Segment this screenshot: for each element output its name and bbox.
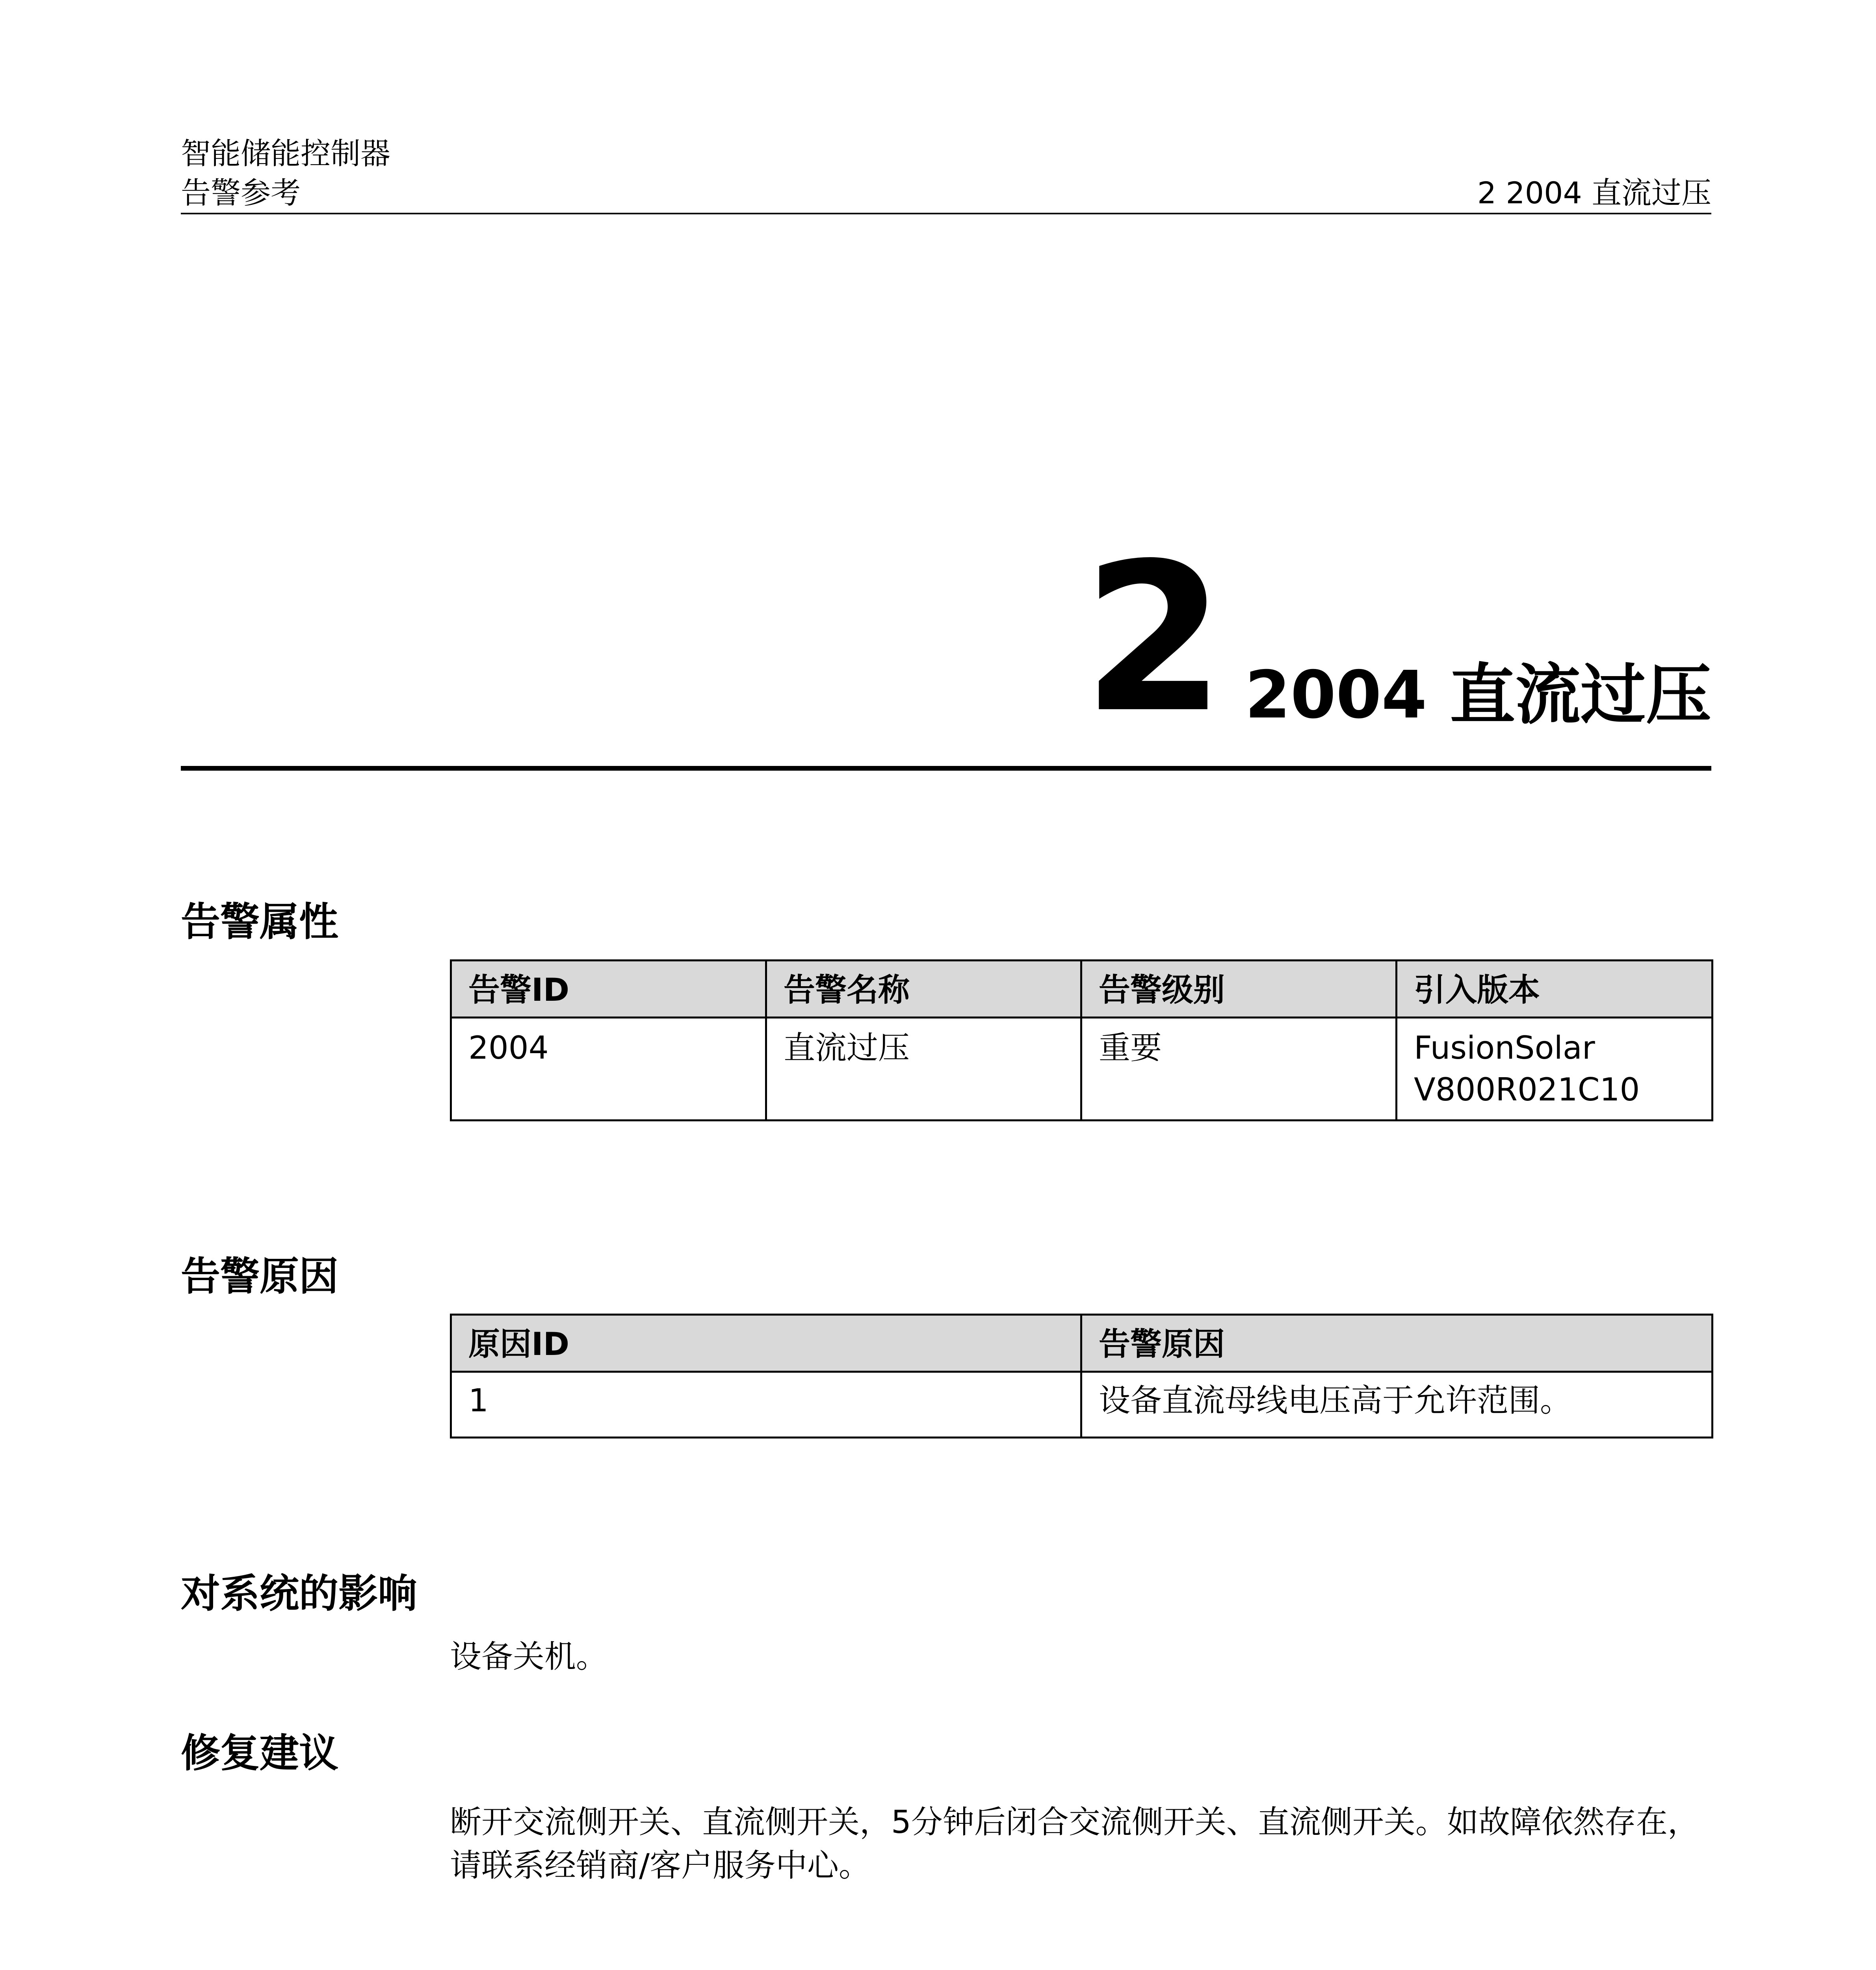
chapter-divider	[181, 766, 1711, 771]
header-divider	[181, 213, 1711, 214]
table-header-row	[451, 961, 1713, 1018]
section-heading-attributes: 告警属性	[181, 899, 338, 945]
column-header-cause-id: 原因ID	[451, 1315, 1081, 1372]
version-product: FusionSolar	[1414, 1030, 1595, 1066]
column-header-introduced-version: 引入版本	[1397, 961, 1713, 1018]
column-header-cause: 告警原因	[1081, 1315, 1713, 1372]
section-heading-suggestion: 修复建议	[181, 1730, 338, 1776]
table-row	[451, 1018, 1713, 1121]
table-row	[451, 1372, 1713, 1438]
section-heading-causes: 告警原因	[181, 1253, 338, 1299]
chapter-number: 2	[1083, 519, 1225, 758]
section-heading-impact: 对系统的影响	[181, 1570, 417, 1617]
cell-cause-id: 1	[451, 1372, 1081, 1438]
cell-alarm-name: 直流过压	[766, 1018, 1081, 1121]
header-chapter-reference: 2 2004 直流过压	[1477, 175, 1711, 210]
impact-text: 设备关机。	[450, 1638, 607, 1675]
cell-alarm-level: 重要	[1081, 1018, 1397, 1121]
cell-alarm-id: 2004	[451, 1018, 766, 1121]
alarm-attributes-table	[450, 959, 1713, 1121]
column-header-alarm-name: 告警名称	[766, 961, 1081, 1018]
table-header-row	[451, 1315, 1713, 1372]
suggestion-text: 断开交流侧开关、直流侧开关，5分钟后闭合交流侧开关、直流侧开关。如故障依然存在，请联系经销商/客户服务中心。	[450, 1804, 1699, 1884]
cell-cause-text: 设备直流母线电压高于允许范围。	[1081, 1372, 1713, 1438]
alarm-causes-table	[450, 1314, 1713, 1438]
header-product-name: 智能储能控制器	[181, 136, 390, 171]
column-header-alarm-id: 告警ID	[451, 961, 766, 1018]
chapter-title: 2004 直流过压	[1245, 657, 1711, 733]
cell-introduced-version	[1397, 1018, 1713, 1121]
version-code: V800R021C10	[1414, 1071, 1640, 1108]
header-document-type: 告警参考	[181, 175, 301, 210]
column-header-alarm-level: 告警级别	[1081, 961, 1397, 1018]
